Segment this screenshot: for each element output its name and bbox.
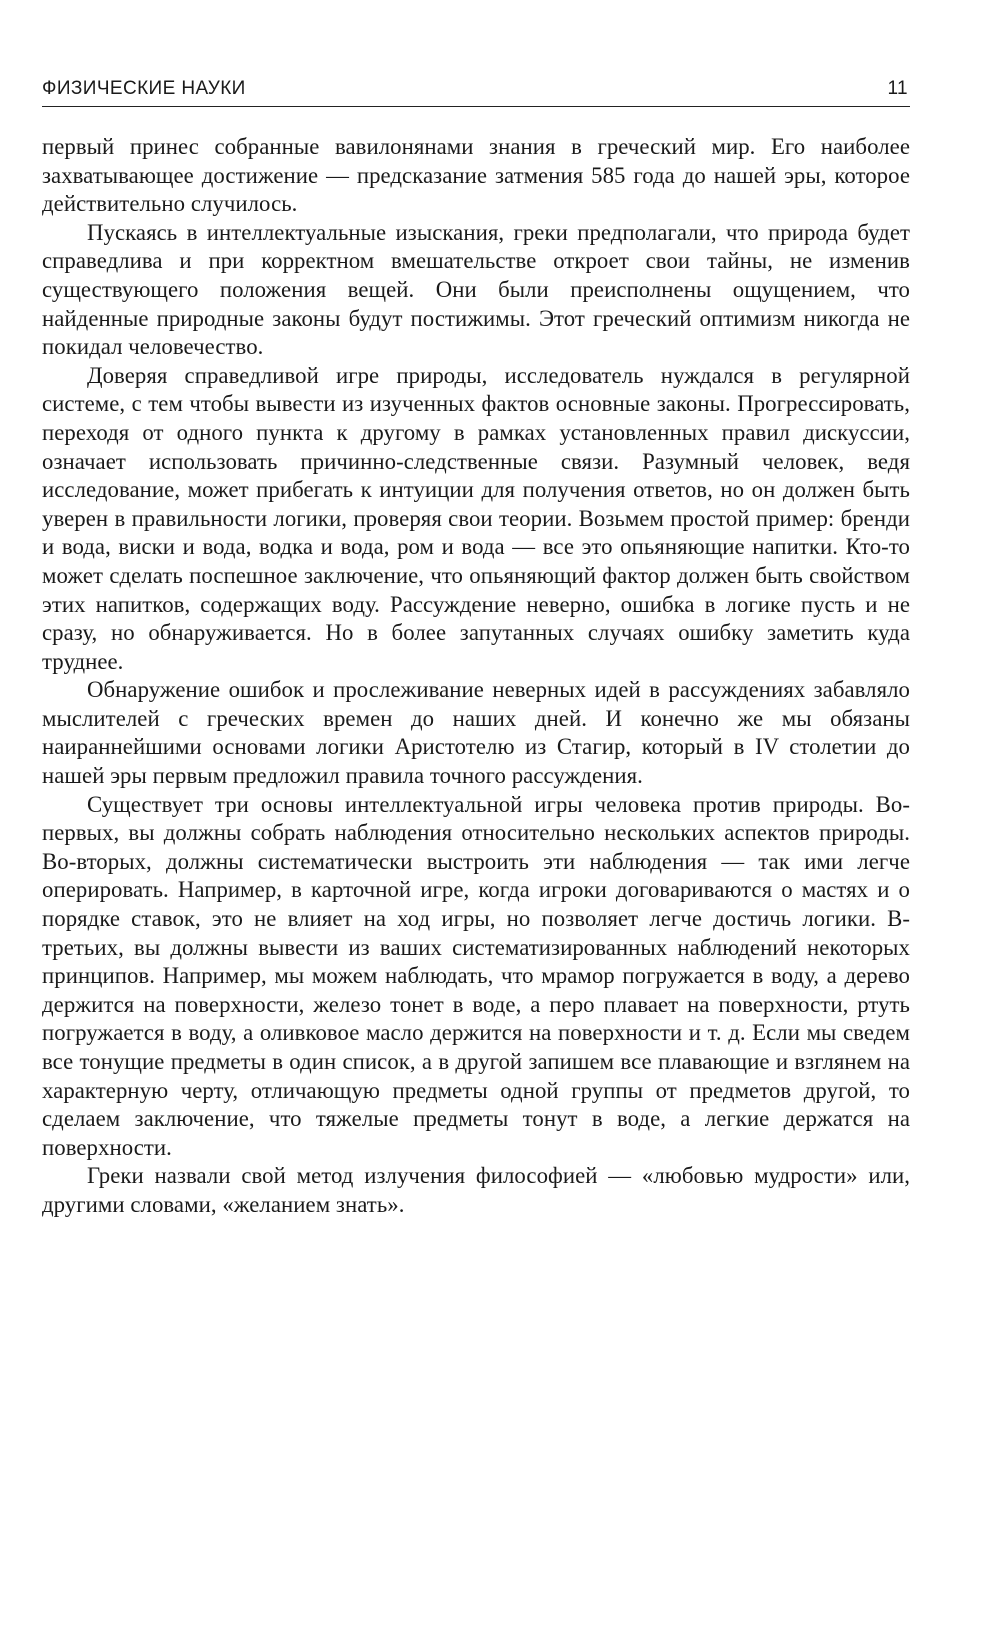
paragraph-continuation: первый принес собранные вавилонянами знания в греческий мир. Его наиболее захватывающее достижение — предсказание затмения 585 года до нашей эры, которое действительно случилось. [42, 134, 910, 217]
book-page [42, 78, 910, 1220]
paragraph: Обнаружение ошибок и прослеживание неверных идей в рассуждениях забавляло мыслителей с греческих времен до наших дней. И конечно же мы обязаны наираннейшими основами логики Аристотелю из Стагир, который в IV столетии до нашей эры первым предложил правила точного рассуждения. [42, 677, 910, 789]
running-header [42, 78, 910, 107]
paragraph: Доверяя справедливой игре природы, исследователь нуждался в регулярной системе, с тем чтобы вывести из изученных фактов основные законы. Прогрессировать, переходя от одного пункта к другому в рамках установленных правил дискуссии, означает использовать причинно-следственные связи. Разумный человек, ведя исследование, может прибегать к интуиции для получения ответов, но он должен быть уверен в правильности логики, проверяя свои теории. Возьмем простой пример: бренди и вода, виски и вода, водка и вода, ром и вода — все это опьяняющие напитки. Кто-то может сделать поспешное заключение, что опьяняющий фактор должен быть свойством этих напитков, содержащих воду. Рассуждение неверно, ошибка в логике пусть и не сразу, но обнаруживается. Но в более запутанных случаях ошибку заметить куда труднее. [42, 362, 910, 674]
paragraph: Существует три основы интеллектуальной игры человека против природы. Во-первых, вы должны собрать наблюдения относительно нескольких аспектов природы. Во-вторых, должны систематически выстроить эти наблюдения — так ими легче оперировать. Например, в карточной игре, когда игроки договариваются о мастях и о порядке ставок, это не влияет на ход игры, но позволяет легче достичь логики. В-третьих, вы должны вывести из ваших систематизированных наблюдений некоторых принципов. Например, мы можем наблюдать, что мрамор погружается в воду, а дерево держится на поверхности, железо тонет в воде, а перо плавает на поверхности, ртуть погружается в воду, а оливковое масло держится на поверхности и т. д. Если мы сведем все тонущие предметы в один список, а в другой запишем все плавающие и взглянем на характерную черту, отличающую предметы одной группы от предметов другой, то сделаем заключение, что тяжелые предметы тонут в воде, а легкие держатся на поверхности. [42, 791, 910, 1160]
section-title: ФИЗИЧЕСКИЕ НАУКИ [42, 78, 246, 99]
page-number: 11 [887, 78, 908, 99]
paragraph: Пускаясь в интеллектуальные изыскания, греки предполагали, что природа будет справедлива и при корректном вмешательстве откроет свои тайны, не изменив существующего положения вещей. Они были преисполнены ощущением, что найденные природные законы будут постижимы. Этот греческий оптимизм никогда не покидал человечество. [42, 219, 910, 360]
paragraph: Греки назвали свой метод излучения философией — «любовью мудрости» или, другими словами, «желанием знать». [42, 1163, 910, 1217]
body-text [42, 133, 910, 1220]
